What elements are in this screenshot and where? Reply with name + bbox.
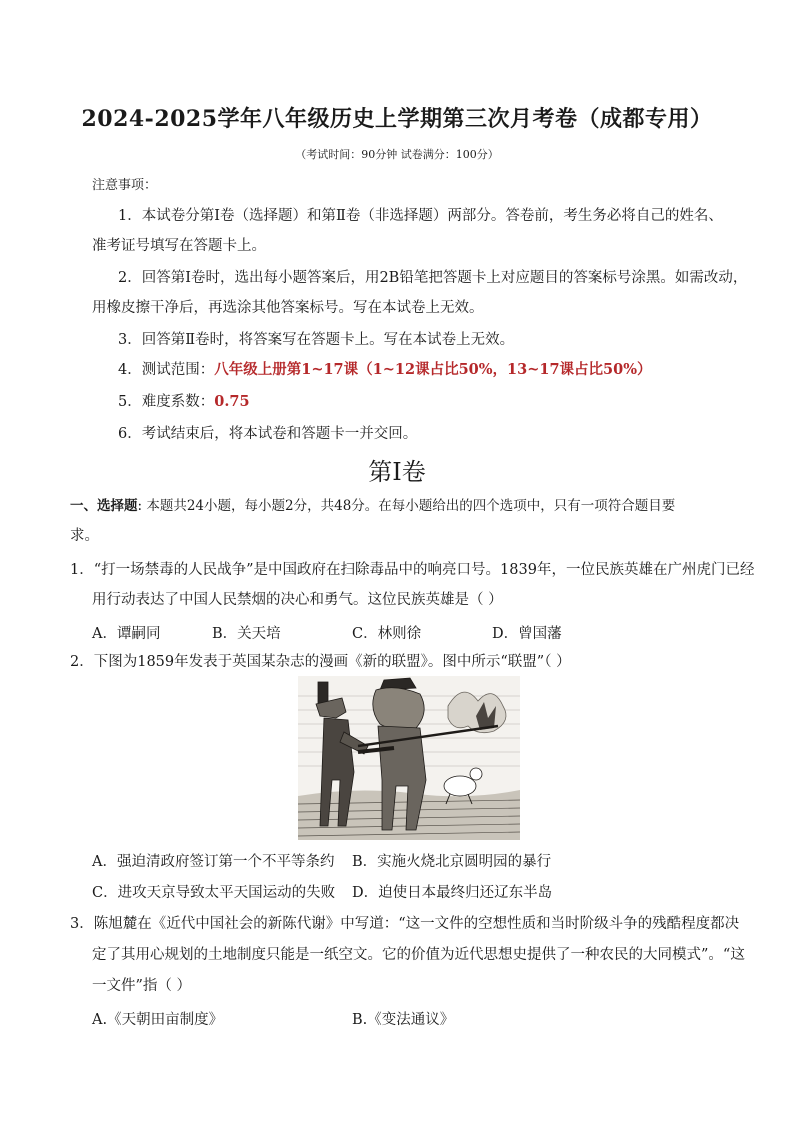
question-number: 2． (70, 654, 94, 670)
notice-label: 测试范围： (141, 362, 215, 378)
option-a[interactable]: A.《天朝田亩制度》 (92, 1012, 224, 1028)
instructions-label: 一、选择题 (70, 498, 138, 514)
question-1-cont: 用行动表达了中国人民禁烟的决心和勇气。这位民族英雄是（ ） (92, 592, 503, 608)
question-text: “打一场禁毒的人民战争”是中国政府在扫除毒品中的响亮口号。1839年，一位民族英雄在广州虎门已经 (93, 562, 755, 578)
notice-item-1-cont: 准考证号填写在答题卡上。 (92, 238, 266, 254)
notice-text: 回答第Ⅱ卷时，将答案写在答题卡上。写在本试卷上无效。 (141, 332, 515, 348)
question-number: 3． (70, 916, 94, 932)
test-scope-highlight: 八年级上册第1~17课（1~12课占比50%，13~17课占比50%） (214, 361, 652, 378)
notice-number: 4． (118, 362, 142, 378)
notice-item-4 (118, 360, 651, 380)
option-a[interactable]: A．谭嗣同 (92, 626, 161, 642)
notice-number: 6． (118, 426, 142, 442)
notice-heading: 注意事项： (92, 178, 158, 193)
notice-item-2-cont: 用橡皮擦干净后，再选涂其他答案标号。写在本试卷上无效。 (92, 300, 484, 316)
question-1 (70, 560, 754, 580)
notice-item-5 (118, 392, 250, 412)
notice-number: 1． (118, 208, 142, 224)
section-instructions (70, 496, 675, 516)
section-instructions-cont: 求。 (70, 528, 99, 544)
option-b[interactable]: B.《变法通议》 (352, 1012, 455, 1028)
option-b[interactable]: B．实施火烧北京圆明园的暴行 (352, 854, 552, 870)
exam-info: （考试时间：90分钟 试卷满分：100分） (295, 148, 499, 161)
cartoon-image (298, 676, 520, 840)
option-a[interactable]: A．强迫清政府签订第一个不平等条约 (92, 854, 335, 870)
page-title: 2024-2025学年八年级历史上学期第三次月考卷（成都专用） (81, 106, 713, 132)
difficulty-highlight: 0.75 (214, 393, 250, 410)
option-c[interactable]: C．进攻天京导致太平天国运动的失败 (92, 885, 336, 901)
notice-number: 5． (118, 394, 142, 410)
option-d[interactable]: D．迫使日本最终归还辽东半岛 (352, 885, 553, 901)
option-d[interactable]: D．曾国藩 (492, 626, 562, 642)
option-c[interactable]: C．林则徐 (352, 626, 422, 642)
notice-text: 本试卷分第Ⅰ卷（选择题）和第Ⅱ卷（非选择题）两部分。答卷前，考生务必将自己的姓名、 (141, 208, 723, 224)
notice-number: 2． (118, 270, 142, 286)
notice-item-2 (118, 268, 747, 288)
notice-item-1 (118, 206, 723, 226)
question-3-cont-1: 定了其用心规划的土地制度只能是一纸空文。它的价值为近代思想史提供了一种农民的大同模式”。“这 (92, 947, 745, 963)
instructions-text: : 本题共24小题，每小题2分，共48分。在每小题给出的四个选项中，只有一项符合题目要 (137, 498, 676, 514)
notice-text: 回答第Ⅰ卷时，选出每小题答案后，用2B铅笔把答题卡上对应题目的答案标号涂黑。如需改动， (141, 270, 748, 286)
notice-number: 3． (118, 332, 142, 348)
question-text: 陈旭麓在《近代中国社会的新陈代谢》中写道：“这一文件的空想性质和当时阶级斗争的残酷程度都决 (93, 916, 740, 932)
question-3-cont-2: 一文件”指（ ） (92, 978, 192, 994)
notice-label: 难度系数： (141, 394, 215, 410)
section-title: 第Ⅰ卷 (368, 458, 426, 486)
notice-item-6 (118, 424, 417, 444)
notice-text: 考试结束后，将本试卷和答题卡一并交回。 (141, 426, 418, 442)
question-2 (70, 652, 571, 672)
question-text: 下图为1859年发表于英国某杂志的漫画《新的联盟》。图中所示“联盟”（ ） (93, 654, 571, 670)
option-b[interactable]: B．关天培 (212, 626, 281, 642)
notice-item-3 (118, 330, 514, 350)
question-number: 1． (70, 562, 94, 578)
question-3 (70, 914, 739, 934)
